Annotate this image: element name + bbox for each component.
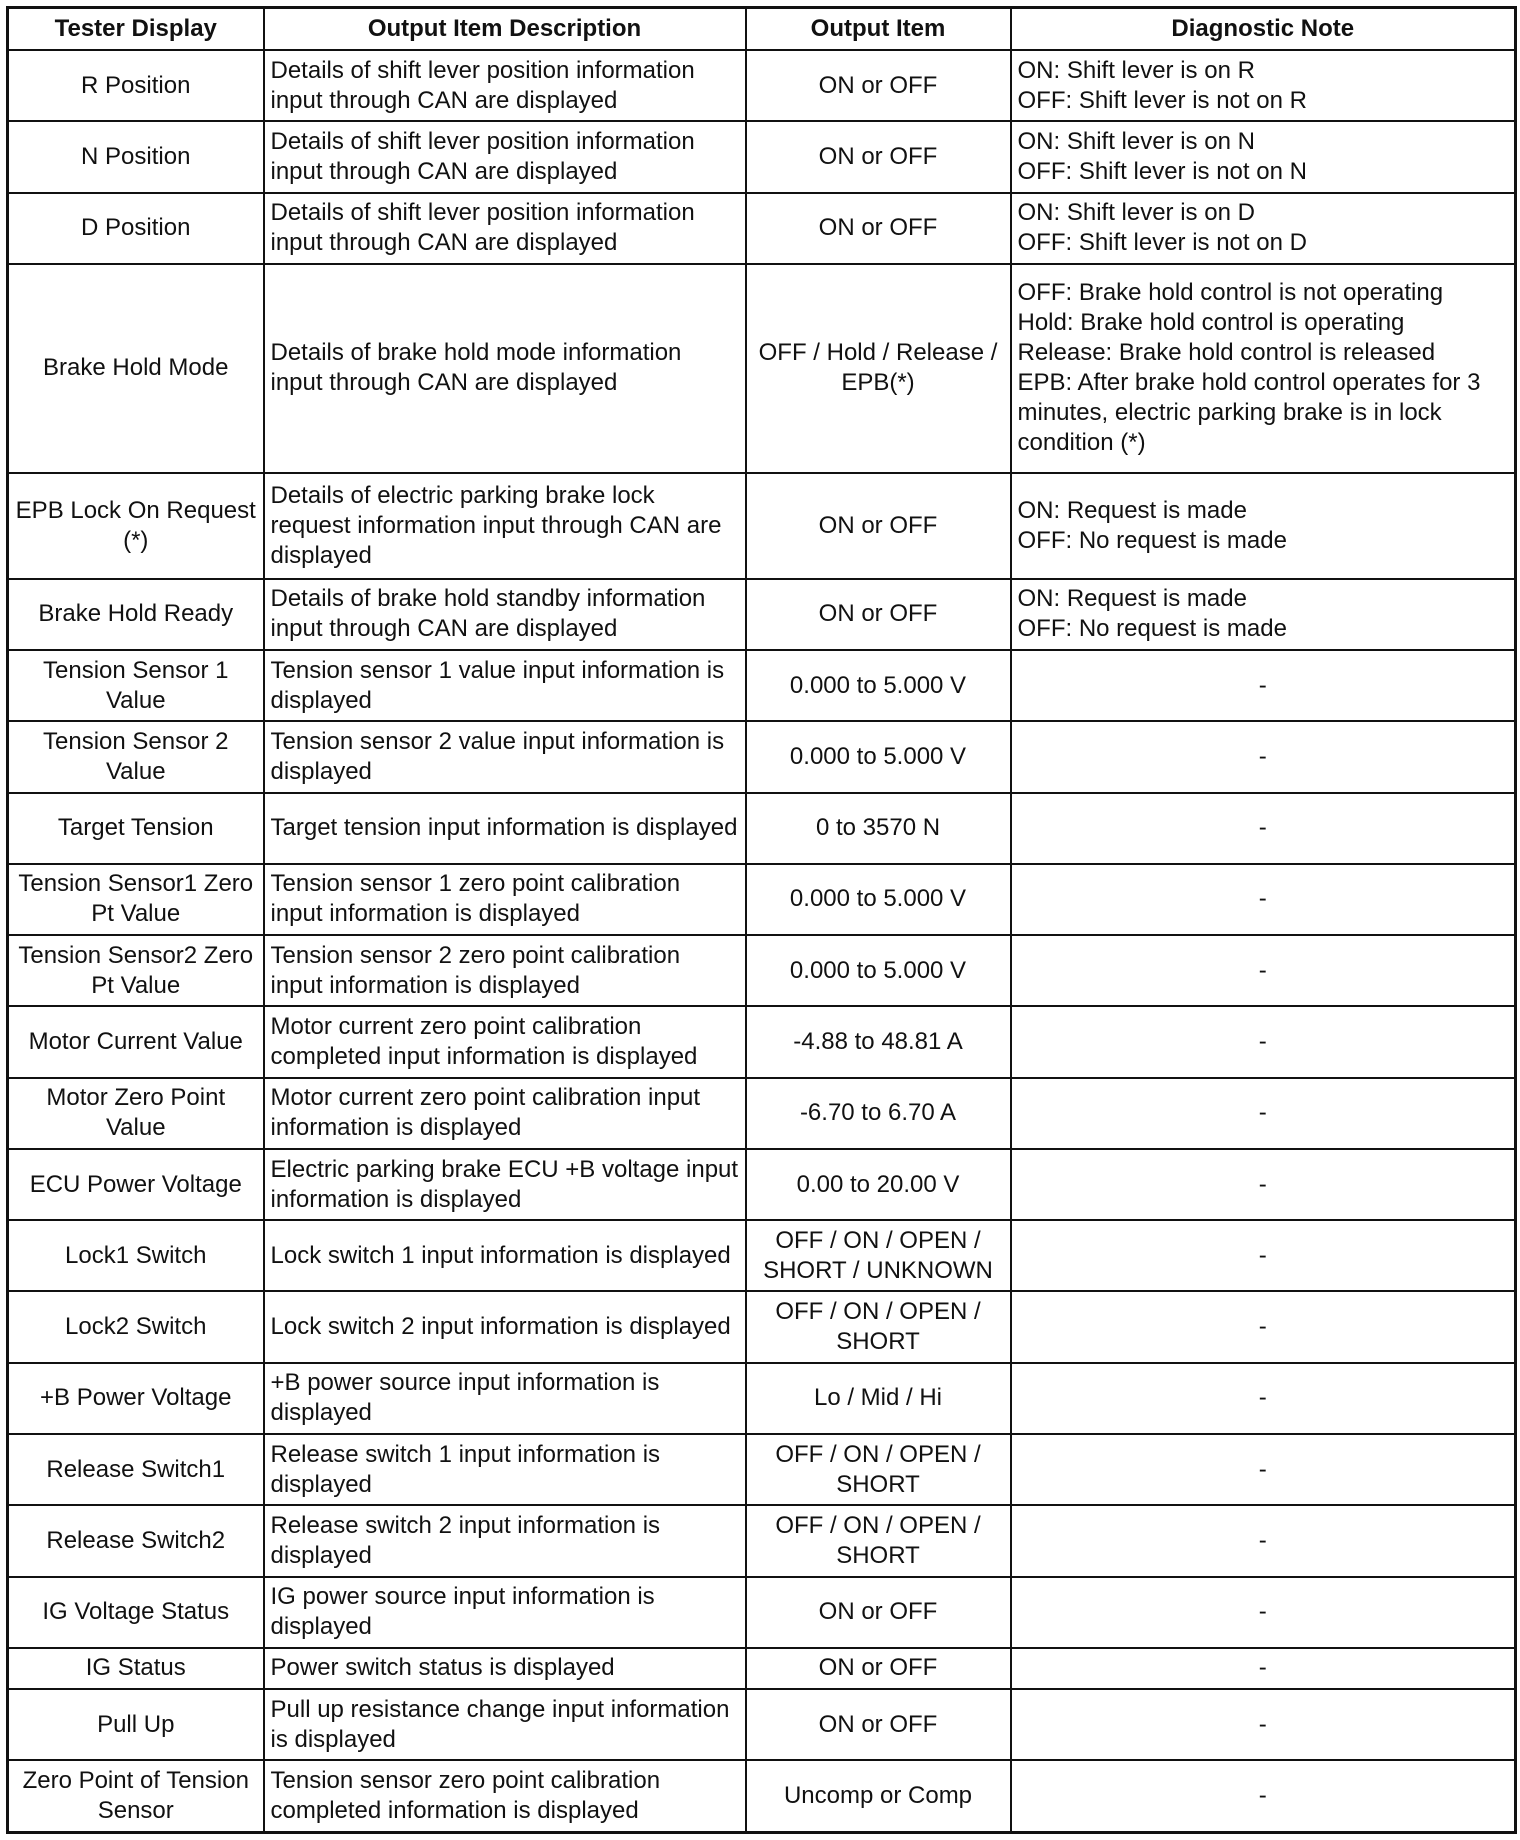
description-cell: IG power source input information is displayed (264, 1577, 746, 1648)
diagnostic-note-line: - (1258, 1028, 1267, 1055)
diagnostic-note-cell (1011, 1434, 1516, 1505)
table-row (8, 793, 1516, 864)
table-row (8, 1363, 1516, 1434)
tester-display-cell: +B Power Voltage (8, 1363, 264, 1434)
tester-display-cell: R Position (8, 50, 264, 121)
description-cell: Motor current zero point calibration input information is displayed (264, 1078, 746, 1149)
description-cell: Tension sensor 2 value input information is displayed (264, 721, 746, 792)
output-item-cell: ON or OFF (746, 1689, 1011, 1760)
diagnostic-note-cell (1011, 1006, 1516, 1077)
header-diagnostic-note: Diagnostic Note (1011, 8, 1516, 51)
table-row (8, 1505, 1516, 1576)
table-row (8, 50, 1516, 121)
diagnostic-note-cell (1011, 473, 1516, 579)
table-row (8, 1291, 1516, 1362)
tester-display-cell: D Position (8, 193, 264, 264)
description-cell: Lock switch 1 input information is displayed (264, 1220, 746, 1291)
diagnostic-note-line: OFF: Shift lever is not on R (1017, 86, 1307, 114)
description-cell: Motor current zero point calibration completed input information is displayed (264, 1006, 746, 1077)
description-cell: Details of electric parking brake lock request information input through CAN are displayed (264, 473, 746, 579)
diagnostic-note-cell (1011, 721, 1516, 792)
diagnostic-note-line: Release: Brake hold control is released (1017, 339, 1436, 367)
output-item-cell: OFF / ON / OPEN / SHORT / UNKNOWN (746, 1220, 1011, 1291)
table-row (8, 1434, 1516, 1505)
diagnostic-note-cell (1011, 1689, 1516, 1760)
tester-display-cell: IG Voltage Status (8, 1577, 264, 1648)
table-row (8, 935, 1516, 1006)
diagnostic-note-line: ON: Request is made (1017, 585, 1247, 613)
diagnostic-note-line: - (1258, 814, 1267, 842)
data-table (6, 6, 1517, 1834)
table-row (8, 1220, 1516, 1291)
diagnostic-note-cell (1011, 50, 1516, 121)
diagnostic-note-cell (1011, 650, 1516, 721)
output-item-cell: 0.000 to 5.000 V (746, 650, 1011, 721)
tester-display-cell: Zero Point of Tension Sensor (8, 1760, 264, 1832)
header-tester-display: Tester Display (8, 8, 264, 51)
diagnostic-note-line: EPB: After brake hold control operates for 3 (1017, 369, 1481, 397)
description-cell: Release switch 1 input information is displayed (264, 1434, 746, 1505)
diagnostic-note-cell (1011, 1220, 1516, 1291)
output-item-cell: Uncomp or Comp (746, 1760, 1011, 1832)
tester-display-cell: Release Switch1 (8, 1434, 264, 1505)
diagnostic-note-cell (1011, 579, 1516, 650)
diagnostic-note-cell (1011, 1291, 1516, 1362)
table-row (8, 650, 1516, 721)
diagnostic-note-line: - (1258, 1654, 1267, 1682)
diagnostic-note-line: - (1258, 1782, 1267, 1810)
tester-display-cell: Motor Current Value (8, 1006, 264, 1077)
description-cell: Tension sensor zero point calibration completed information is displayed (264, 1760, 746, 1832)
header-output-item: Output Item (746, 8, 1011, 51)
output-item-cell: ON or OFF (746, 1577, 1011, 1648)
diagnostic-note-cell (1011, 1149, 1516, 1220)
table-row (8, 121, 1516, 192)
description-cell: Target tension input information is displayed (264, 793, 746, 864)
output-item-cell: ON or OFF (746, 193, 1011, 264)
diagnostic-note-cell (1011, 1505, 1516, 1576)
output-item-cell: 0.000 to 5.000 V (746, 935, 1011, 1006)
tester-display-cell: EPB Lock On Request (*) (8, 473, 264, 579)
description-cell: Lock switch 2 input information is displayed (264, 1291, 746, 1362)
tester-display-cell: Tension Sensor1 Zero Pt Value (8, 864, 264, 935)
diagnostic-note-line: - (1258, 1170, 1267, 1198)
table-row (8, 579, 1516, 650)
tester-display-cell: ECU Power Voltage (8, 1149, 264, 1220)
tester-display-cell: Tension Sensor2 Zero Pt Value (8, 935, 264, 1006)
diagnostic-note-line: - (1258, 1099, 1267, 1127)
table-row (8, 864, 1516, 935)
output-item-cell: -6.70 to 6.70 A (746, 1078, 1011, 1149)
table-row (8, 1149, 1516, 1220)
diagnostic-note-cell (1011, 1648, 1516, 1689)
table-row (8, 721, 1516, 792)
diagnostic-note-line: OFF: Shift lever is not on D (1017, 229, 1307, 257)
diagnostic-note-line: - (1258, 1313, 1267, 1341)
description-cell: Release switch 2 input information is displayed (264, 1505, 746, 1576)
output-item-cell: 0 to 3570 N (746, 793, 1011, 864)
description-cell: +B power source input information is displayed (264, 1363, 746, 1434)
description-cell: Details of shift lever position information input through CAN are displayed (264, 121, 746, 192)
diagnostic-note-cell (1011, 864, 1516, 935)
diagnostic-note-line: OFF: No request is made (1017, 615, 1287, 643)
diagnostic-note-cell (1011, 1760, 1516, 1832)
diagnostic-note-cell (1011, 793, 1516, 864)
output-item-cell: ON or OFF (746, 50, 1011, 121)
table-row (8, 1577, 1516, 1648)
table-row (8, 1760, 1516, 1832)
diagnostic-note-line: ON: Shift lever is on D (1017, 199, 1255, 227)
description-cell: Details of shift lever position information input through CAN are displayed (264, 193, 746, 264)
tester-display-cell: Target Tension (8, 793, 264, 864)
description-cell: Details of brake hold mode information input through CAN are displayed (264, 264, 746, 473)
tester-display-cell: Motor Zero Point Value (8, 1078, 264, 1149)
output-item-cell: Lo / Mid / Hi (746, 1363, 1011, 1434)
tester-display-cell: IG Status (8, 1648, 264, 1689)
table-row (8, 1078, 1516, 1149)
output-item-cell: ON or OFF (746, 121, 1011, 192)
diagnostic-note-line: - (1258, 1241, 1267, 1269)
output-item-cell: OFF / ON / OPEN / SHORT (746, 1505, 1011, 1576)
tester-display-cell: Pull Up (8, 1689, 264, 1760)
diagnostic-note-cell (1011, 1577, 1516, 1648)
tester-display-cell: Brake Hold Mode (8, 264, 264, 473)
description-cell: Details of brake hold standby information input through CAN are displayed (264, 579, 746, 650)
tester-display-cell: Tension Sensor 2 Value (8, 721, 264, 792)
diagnostic-note-line: OFF: Shift lever is not on N (1017, 157, 1307, 185)
diagnostic-note-line: Hold: Brake hold control is operating (1017, 309, 1405, 337)
tester-display-cell: Lock2 Switch (8, 1291, 264, 1362)
output-item-cell: 0.000 to 5.000 V (746, 721, 1011, 792)
diagnostic-note-line: OFF: Brake hold control is not operating (1017, 279, 1444, 307)
diagnostic-note-cell (1011, 264, 1516, 473)
table-row (8, 1006, 1516, 1077)
table-row (8, 473, 1516, 579)
diagnostic-note-line: - (1258, 1455, 1267, 1483)
description-cell: Electric parking brake ECU +B voltage input information is displayed (264, 1149, 746, 1220)
diagnostic-note-line: minutes, electric parking brake is in lock (1017, 399, 1442, 427)
diagnostic-note-line: - (1258, 1710, 1267, 1738)
diagnostic-note-line: - (1258, 1526, 1267, 1554)
diagnostic-note-cell (1011, 935, 1516, 1006)
diagnostic-note-cell (1011, 193, 1516, 264)
table-body (8, 50, 1516, 1833)
tester-display-cell: Tension Sensor 1 Value (8, 650, 264, 721)
description-cell: Tension sensor 1 zero point calibration input information is displayed (264, 864, 746, 935)
tester-display-cell: Release Switch2 (8, 1505, 264, 1576)
description-cell: Pull up resistance change input information is displayed (264, 1689, 746, 1760)
output-item-cell: OFF / ON / OPEN / SHORT (746, 1291, 1011, 1362)
diagnostic-note-line: - (1258, 956, 1267, 984)
diagnostic-note-cell (1011, 121, 1516, 192)
description-cell: Tension sensor 2 zero point calibration input information is displayed (264, 935, 746, 1006)
diagnostic-note-line: ON: Shift lever is on N (1017, 127, 1255, 155)
table-row (8, 264, 1516, 473)
diagnostic-note-line: ON: Request is made (1017, 496, 1247, 524)
diagnostic-note-line: ON: Shift lever is on R (1017, 56, 1255, 84)
description-cell: Power switch status is displayed (264, 1648, 746, 1689)
table-row (8, 1689, 1516, 1760)
tester-display-cell: N Position (8, 121, 264, 192)
header-description: Output Item Description (264, 8, 746, 51)
diagnostic-note-line: - (1258, 742, 1267, 770)
output-item-cell: ON or OFF (746, 473, 1011, 579)
tester-display-cell: Lock1 Switch (8, 1220, 264, 1291)
diagnostic-note-line: condition (*) (1017, 429, 1146, 457)
header-row (8, 8, 1516, 51)
output-item-cell: OFF / Hold / Release / EPB(*) (746, 264, 1011, 473)
diagnostic-note-line: OFF: No request is made (1017, 526, 1287, 554)
output-item-cell: 0.00 to 20.00 V (746, 1149, 1011, 1220)
diagnostic-note-cell (1011, 1078, 1516, 1149)
output-item-cell: ON or OFF (746, 1648, 1011, 1689)
diagnostic-note-line: - (1258, 1384, 1267, 1412)
table-row (8, 193, 1516, 264)
output-item-cell: OFF / ON / OPEN / SHORT (746, 1434, 1011, 1505)
output-item-cell: 0.000 to 5.000 V (746, 864, 1011, 935)
table-row (8, 1648, 1516, 1689)
output-item-cell: ON or OFF (746, 579, 1011, 650)
description-cell: Details of shift lever position information input through CAN are displayed (264, 50, 746, 121)
tester-display-cell: Brake Hold Ready (8, 579, 264, 650)
output-item-cell: -4.88 to 48.81 A (746, 1006, 1011, 1077)
diagnostic-note-line: - (1258, 671, 1267, 699)
diagnostic-note-line: - (1258, 1598, 1267, 1626)
diagnostic-note-cell (1011, 1363, 1516, 1434)
description-cell: Tension sensor 1 value input information is displayed (264, 650, 746, 721)
diagnostic-note-line: - (1258, 885, 1267, 913)
